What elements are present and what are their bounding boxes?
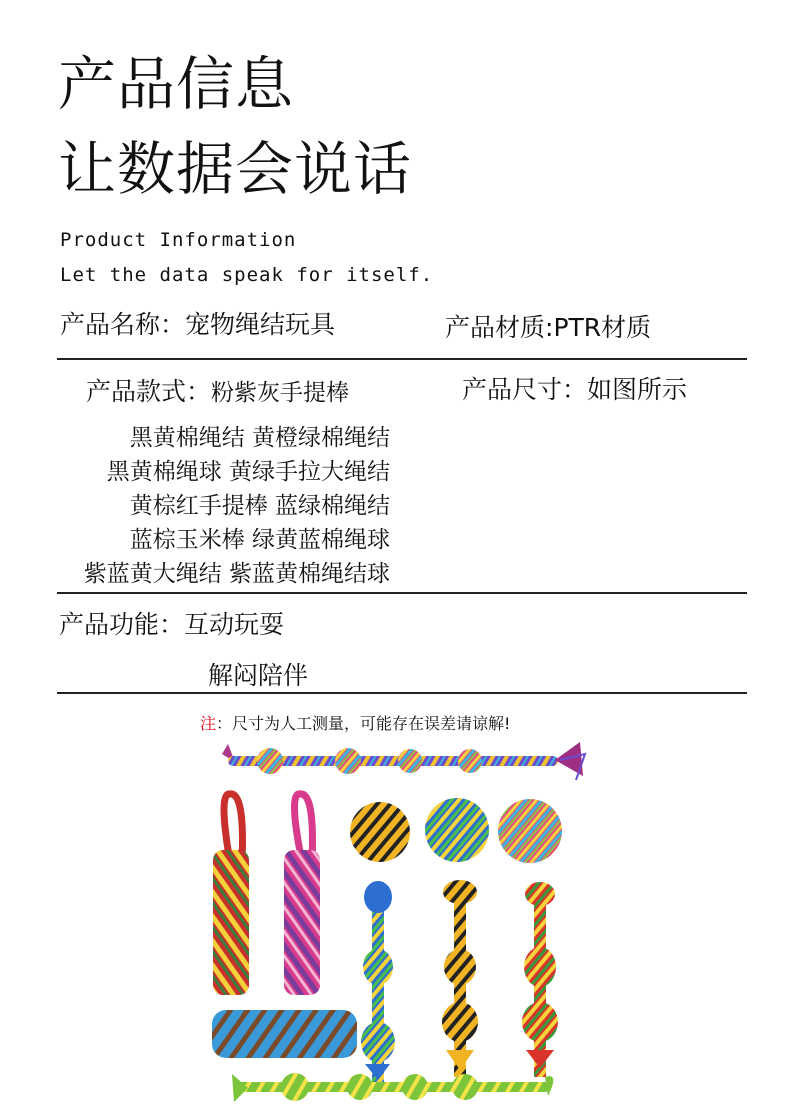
measurement-note: [200, 711, 510, 734]
product-style-label: 产品款式：: [86, 377, 212, 406]
divider-3: [57, 692, 747, 694]
product-photo: [200, 732, 590, 1110]
product-name-row: [60, 305, 335, 341]
style-item: 黑黄棉绳结 黄橙绿棉绳结: [129, 425, 390, 451]
rope-red-yellow-green-knot: [522, 882, 558, 1077]
product-material-value: PTR材质: [553, 313, 652, 342]
style-item: 粉紫灰手提棒: [211, 380, 350, 406]
page-title-line2: 让数据会说话: [58, 135, 413, 203]
product-size-row: [462, 370, 687, 406]
product-name-value: 宠物绳结玩具: [185, 310, 336, 339]
rope-ball-black-yellow: [350, 802, 410, 862]
page-title-line1: 产品信息: [58, 50, 295, 118]
rope-ball-blue-yellow-green: [425, 798, 489, 862]
product-name-label: 产品名称：: [60, 310, 186, 339]
style-item: 蓝棕玉米棒 绿黄蓝棉绳球: [129, 527, 390, 553]
subtitle-line1: Product Information: [60, 229, 297, 251]
rope-blue-green-knot: [361, 881, 395, 1082]
function-item: 解闷陪伴: [208, 661, 309, 690]
divider-1: [57, 358, 747, 360]
product-material-label: 产品材质:: [445, 313, 554, 342]
rope-ball-rainbow: [498, 799, 562, 863]
style-item: 紫蓝黄大绳结 紫蓝黄棉绳结球: [83, 561, 390, 587]
note-text: ：尺寸为人工测量，可能存在误差请谅解!: [216, 714, 511, 733]
rope-yellow-black-knot: [442, 880, 478, 1077]
divider-2: [57, 592, 747, 594]
function-item: 互动玩耍: [184, 610, 285, 639]
product-size-label: 产品尺寸：: [462, 375, 588, 404]
product-function-row: [59, 605, 284, 641]
subtitle-line2: Let the data speak for itself.: [60, 264, 434, 286]
style-item: 黄棕红手提棒 蓝绿棉绳结: [129, 493, 390, 519]
rope-green-yellow-blue: [232, 1073, 553, 1102]
style-item: 黑黄棉绳球 黄绿手拉大绳结: [106, 459, 390, 485]
rope-red-yellow-handle: [213, 794, 249, 995]
rope-purple-blue-yellow: [222, 742, 585, 780]
product-style-row: [86, 372, 349, 408]
note-prefix: 注: [200, 714, 217, 733]
product-material-row: [445, 308, 651, 344]
rope-pink-purple-handle: [284, 794, 320, 995]
product-size-value: 如图所示: [587, 375, 688, 404]
product-function-label: 产品功能：: [59, 610, 185, 639]
rope-blue-brown-corn-stick: [212, 1010, 357, 1058]
